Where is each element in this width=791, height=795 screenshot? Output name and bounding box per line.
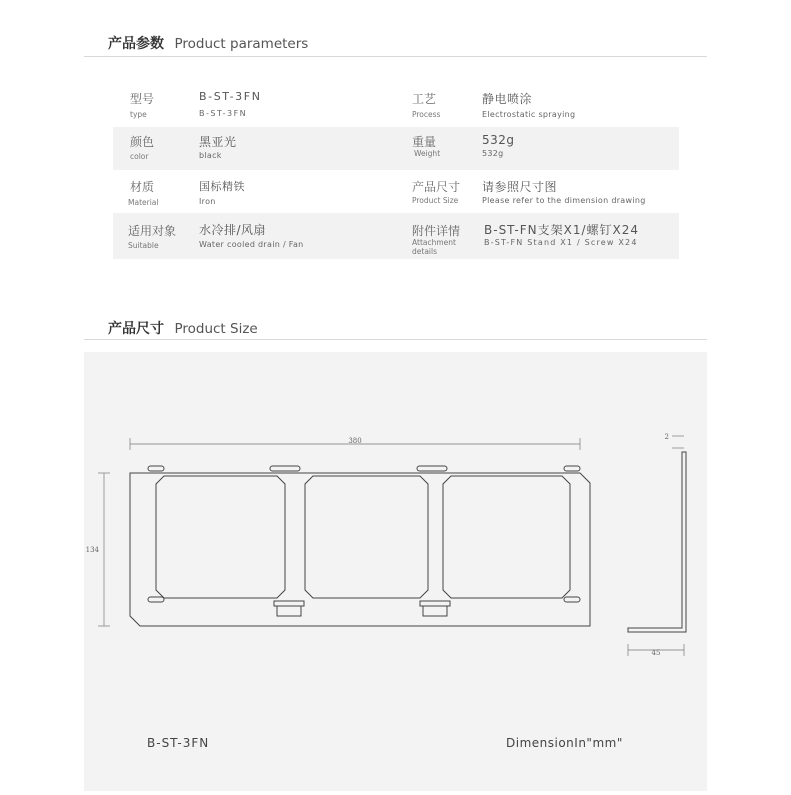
fan-opening-1 <box>156 476 285 598</box>
mounting-slot <box>417 466 447 471</box>
side-profile <box>628 452 686 632</box>
dim-thickness-label: 2 <box>664 433 669 441</box>
fan-opening-2 <box>305 476 428 598</box>
size-section-title <box>108 318 258 338</box>
dimension-drawing <box>84 352 707 791</box>
param-label-en: type <box>130 110 147 119</box>
param-label-cn: 重量 <box>412 135 437 149</box>
dim-height-label: 134 <box>85 546 99 554</box>
param-label-en: Suitable <box>128 241 159 250</box>
param-label-en: Material <box>128 198 159 207</box>
param-label-cn: 工艺 <box>412 92 437 106</box>
param-value-en: 532g <box>482 149 504 158</box>
param-value: 静电喷涂 <box>482 92 533 106</box>
param-label-en: Weight <box>414 149 441 158</box>
param-label-cn: 型号 <box>130 92 155 106</box>
param-value-en: B-ST-3FN <box>199 109 248 118</box>
params-row <box>113 213 679 259</box>
mounting-tab <box>423 606 447 616</box>
params-row <box>113 170 679 213</box>
param-label-en: Attachment details <box>412 238 456 256</box>
mounting-tab <box>277 606 301 616</box>
mounting-slot <box>148 597 164 602</box>
params-title-cn: 产品参数 <box>108 36 164 52</box>
mounting-slot <box>270 466 300 471</box>
param-value: B-ST-3FN <box>199 90 262 103</box>
param-value-en: black <box>199 151 222 160</box>
param-value: 国标精铁 <box>199 180 245 193</box>
mounting-tab <box>420 601 450 606</box>
params-section-title <box>108 33 308 53</box>
mounting-slot <box>564 597 580 602</box>
fan-opening-3 <box>443 476 570 598</box>
size-title-en: Product Size <box>174 321 258 337</box>
mounting-slot <box>148 466 164 471</box>
param-label-cn: 材质 <box>130 180 155 194</box>
size-title-cn: 产品尺寸 <box>108 321 164 337</box>
param-label-en: Product Size <box>412 196 459 205</box>
param-label-cn: 颜色 <box>130 135 155 149</box>
param-value: 请参照尺寸图 <box>482 180 558 194</box>
footer-model: B-ST-3FN <box>147 736 210 750</box>
params-row <box>113 84 679 127</box>
param-value: 532g <box>482 133 515 147</box>
param-value-en: Please refer to the dimension drawing <box>482 196 646 205</box>
param-value: B-ST-FN支架X1/螺钉X24 <box>484 223 640 237</box>
dimension-drawing-panel <box>84 352 707 791</box>
param-value-en: Iron <box>199 197 216 206</box>
param-value: 黑亚光 <box>199 135 237 149</box>
param-value-en: Electrostatic spraying <box>482 110 576 119</box>
dim-flange-label: 45 <box>651 649 661 657</box>
param-label-en: color <box>130 152 149 161</box>
params-title-en: Product parameters <box>174 36 309 52</box>
param-value-en: B-ST-FN Stand X1 / Screw X24 <box>484 238 638 247</box>
footer-units: DimensionIn"mm" <box>506 736 623 750</box>
param-label-cn: 产品尺寸 <box>412 180 461 194</box>
size-divider <box>84 339 707 340</box>
param-value-en: Water cooled drain / Fan <box>199 240 304 249</box>
dim-length-label: 380 <box>348 437 362 445</box>
params-divider <box>84 56 707 57</box>
bracket-outline <box>130 473 590 626</box>
param-label-cn: 适用对象 <box>128 224 177 238</box>
param-label-cn: 附件详情 <box>412 224 461 238</box>
mounting-slot <box>564 466 580 471</box>
param-value: 水冷排/风扇 <box>199 223 267 237</box>
param-label-en: Process <box>412 110 441 119</box>
mounting-tab <box>274 601 304 606</box>
params-row <box>113 127 679 170</box>
